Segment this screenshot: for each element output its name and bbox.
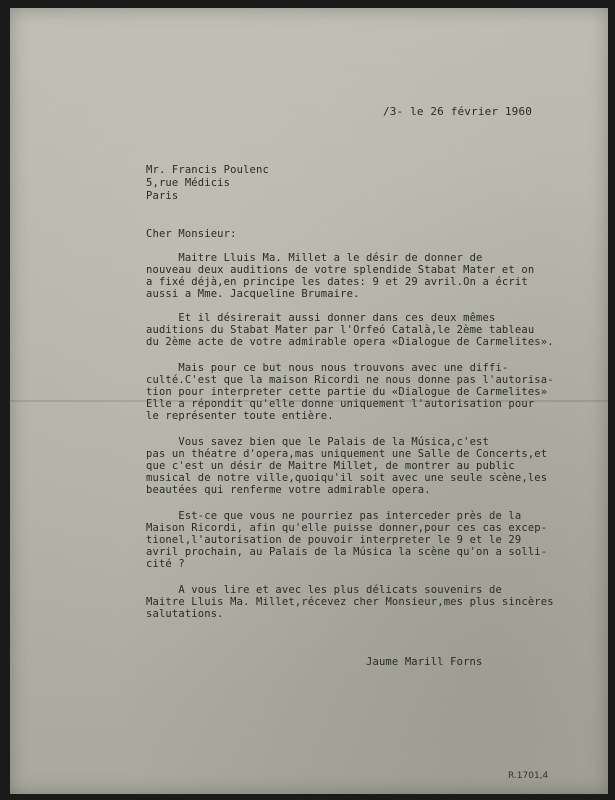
body-line: Est-ce que vous ne pourriez pas interceder près de la (146, 510, 522, 522)
body-line: beautées qui renferme votre admirable opera. (146, 484, 431, 496)
body-line: aussi a Mme. Jacqueline Brumaire. (146, 288, 360, 300)
body-line: A vous lire et avec les plus délicats souvenirs de (146, 584, 502, 596)
body-line: cité ? (146, 558, 185, 570)
body-line: Elle a répondit qu'elle donne uniquement l'autorisation pour (146, 398, 535, 410)
body-line: Maitre Lluis Ma. Millet a le désir de donner de (146, 252, 483, 264)
body-line: pas un théatre d'opera,mas uniquement une Salle de Concerts,et (146, 448, 548, 460)
recipient-street: 5,rue Médicis (146, 177, 231, 189)
body-line: Et il désirerait aussi donner dans ces deux mêmes (146, 312, 496, 324)
body-line: nouveau deux auditions de votre splendide Stabat Mater et on (146, 264, 535, 276)
recipient-name: Mr. Francis Poulenc (146, 164, 269, 176)
body-line: culté.C'est que la maison Ricordi ne nous donne pas l'autorisa- (146, 374, 554, 386)
salutation: Cher Monsieur: (146, 228, 237, 240)
body-line: du 2ème acte de votre admirable opera «Dialogue de Carmelites». (146, 336, 554, 348)
body-line: tionel,l'autorisation de pouvoir interpreter le 9 et le 29 (146, 534, 522, 546)
recipient-city: Paris (146, 190, 179, 202)
body-line: que c'est un désir de Maitre Millet, de montrer au public (146, 460, 515, 472)
body-line: musical de notre ville,quoiqu'il soit avec une seule scène,les (146, 472, 548, 484)
body-line: a fixé déjà,en principe les dates: 9 et 29 avril.On a écrit (146, 276, 528, 288)
body-line: Mais pour ce but nous nous trouvons avec une diffi- (146, 362, 509, 374)
body-line: Vous savez bien que le Palais de la Música,c'est (146, 436, 489, 448)
body-line: Maison Ricordi, afin qu'elle puisse donner,pour ces cas excep- (146, 522, 548, 534)
body-line: Maitre Lluis Ma. Millet,récevez cher Monsieur,mes plus sincères (146, 596, 554, 608)
body-line: le représenter toute entière. (146, 410, 334, 422)
body-line: tion pour interpreter cette partie du «Dialogue de Carmelites» (146, 386, 548, 398)
body-line: avril prochain, au Palais de la Música la scène qu'on a solli- (146, 546, 548, 558)
archive-reference: R.1701,4 (508, 771, 549, 781)
body-line: salutations. (146, 608, 224, 620)
body-line: auditions du Stabat Mater par l'Orfeó Català,le 2ème tableau (146, 324, 535, 336)
date-line: /3- le 26 février 1960 (383, 105, 532, 118)
signature: Jaume Marill Forns (366, 656, 483, 668)
